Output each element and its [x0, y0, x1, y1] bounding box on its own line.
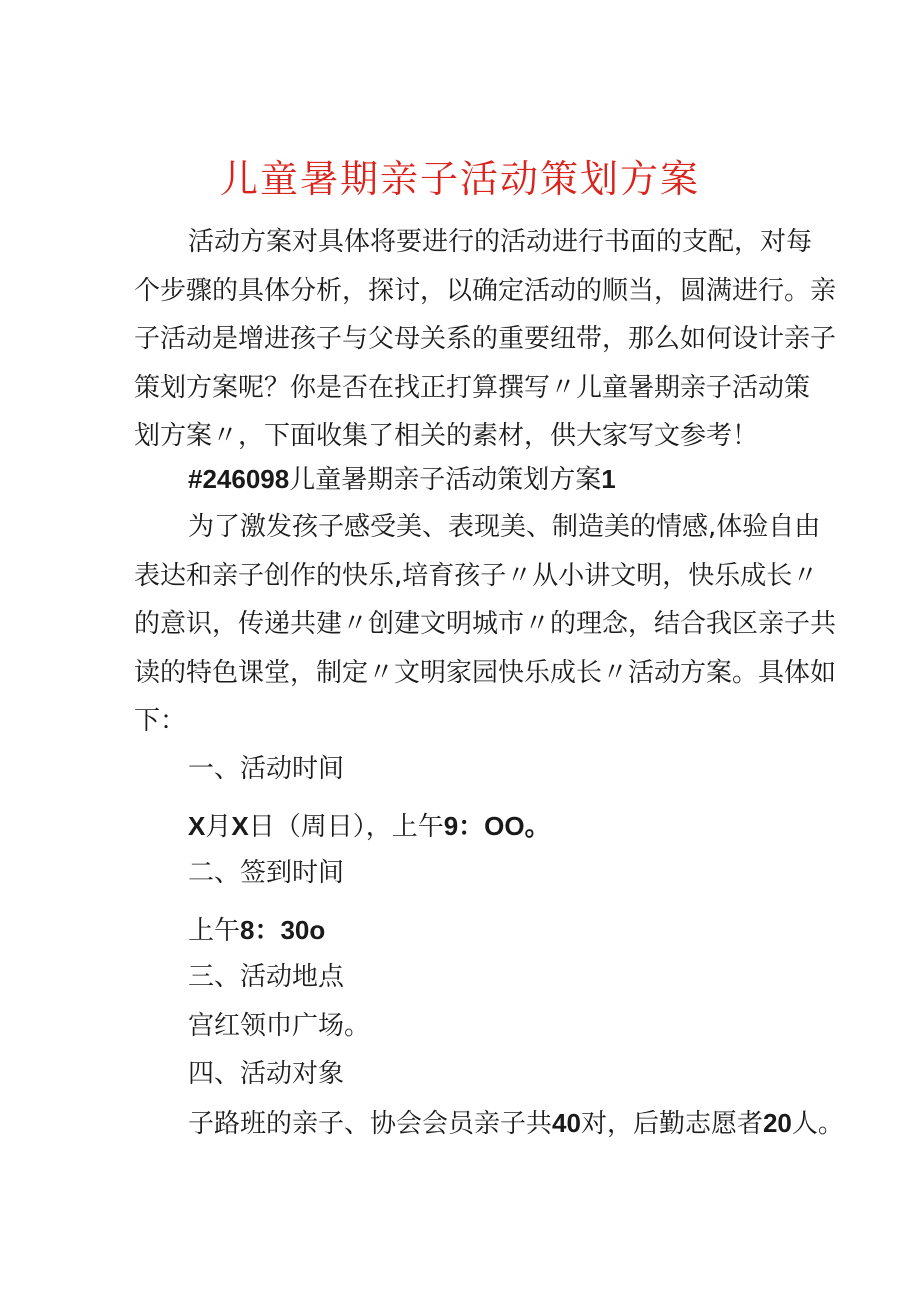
- signin-value: [188, 906, 325, 955]
- target-count-volunteers: 20: [762, 1108, 792, 1138]
- time-value: [188, 802, 551, 851]
- time-day-text: 日（周日），上午: [248, 812, 444, 842]
- time-clock: 9：OO。: [443, 811, 551, 841]
- target-text-c: 人。: [791, 1109, 844, 1139]
- place-heading: 三、活动地点: [188, 962, 345, 992]
- signin-clock: 8：30o: [240, 915, 326, 945]
- section-heading-text: 儿童暑期亲子活动策划方案: [289, 465, 602, 495]
- target-count-families: 40: [552, 1108, 581, 1138]
- body-line: 的意识，传递共建〃创建文明城市〃的理念，结合我区亲子共: [134, 609, 837, 639]
- signin-prefix: 上午: [188, 916, 241, 946]
- target-text-a: 子路班的亲子、协会会员亲子共: [188, 1109, 553, 1139]
- intro-paragraph: [134, 218, 837, 461]
- place-value: 宫红领巾广场。: [188, 1011, 371, 1041]
- body-line: 为了激发孩子感受美、表现美、制造美的情感,体验自由: [188, 512, 821, 542]
- target-text-b: 对，后勤志愿者: [580, 1109, 763, 1139]
- intro-line: 子活动是增进孩子与父母关系的重要纽带，那么如何设计亲子: [134, 324, 837, 354]
- section-heading-number: #246098: [188, 464, 290, 494]
- section-heading: [188, 455, 616, 504]
- intro-line: 划方案〃，下面收集了相关的素材，供大家写文参考！: [134, 421, 759, 451]
- document-title: 儿童暑期亲子活动策划方案: [219, 157, 700, 201]
- time-day-placeholder: X: [231, 811, 249, 841]
- intro-line: 活动方案对具体将要进行的活动进行书面的支配，对每: [188, 227, 813, 257]
- body-line: 下：: [134, 706, 187, 736]
- body-line: 读的特色课堂，制定〃文明家园快乐成长〃活动方案。具体如: [134, 657, 837, 688]
- time-heading: 一、活动时间: [188, 754, 345, 784]
- intro-line: 个步骤的具体分析，探讨，以确定活动的顺当，圆满进行。亲: [134, 275, 837, 306]
- body-paragraph: [134, 503, 837, 746]
- time-month-placeholder: X: [188, 811, 206, 841]
- target-value: [188, 1099, 844, 1148]
- intro-line: 策划方案呢？你是否在找正打算撰写〃儿童暑期亲子活动策: [134, 372, 811, 403]
- target-heading: 四、活动对象: [188, 1059, 345, 1089]
- body-line: 表达和亲子创作的快乐,培育孩子〃从小讲文明，快乐成长〃: [134, 560, 819, 591]
- signin-heading: 二、签到时间: [188, 858, 345, 888]
- section-heading-suffix: 1: [601, 464, 616, 494]
- time-month-label: 月: [205, 812, 232, 842]
